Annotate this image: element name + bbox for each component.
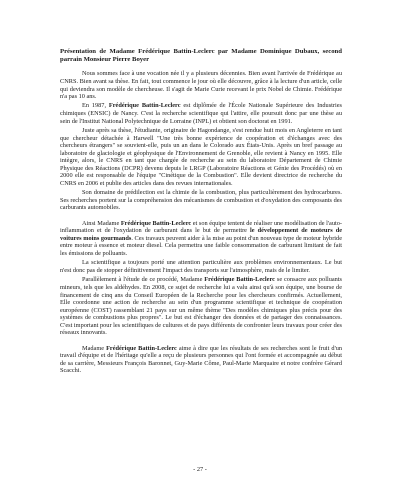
paragraph-text: Nous sommes face à une vocation née il y a plusieurs décennies. Bien avant l'arrivée de Frédérique au CNRS. Bien avant sa thèse. En fait, tout commence le jour où elle découvre, grâce à la lecture d'un article, celle qui deviendra son modèle de chercheuse. Il s'agit de Marie Curie recevant le prix Nobel de Chimie. Frédérique n'a pas 10 ans. — [60, 70, 342, 101]
emphasized-text: le développement de moteurs de voitures moins gourmands — [60, 227, 343, 242]
paragraph-text: Parallèlement à l'étude de ce procédé, Madame — [82, 276, 205, 284]
emphasized-text: Frédérique Battin-Leclerc — [204, 276, 275, 284]
paragraph-text: se consacre aux polluants mineurs, tels que les aldéhydes. En 2008, ce sujet de recherche lui a valu ainsi qu'à son équipe, une bourse de financement de cinq ans du Conseil Européen de la Recherche pour les chercheurs confirmés. Actuellement, Elle coordonne une action de recherche au sein d'un programme scientifique et technique de coopération européenne (COST) rassemblant 21 pays sur un même thème "Des modèles chimiques plus précis pour des systèmes de combustions plus propres". Le but est d'échanger des données et de partager des connaissances. C'est important pour les scientifiques de cultures et de pays différents de confronter leurs travaux pour créer des réseaux innovants. — [60, 276, 343, 337]
paragraph — [60, 259, 342, 274]
paragraph — [60, 345, 342, 375]
paragraph — [60, 276, 342, 336]
paragraph-text: . Ces travaux peuvent aider à la mise au point d'un nouveau type de moteur hybride entre moteur à essence et moteur diesel. Cela permettra une faible consommation de carburant limitant de fait les émissions de polluants. — [60, 234, 342, 257]
section-title: Présentation de Madame Frédérique Battin-Leclerc par Madame Dominique Dubaux, second parrain Monsieur Pierre Boyer — [60, 48, 342, 64]
paragraph — [60, 127, 342, 187]
paragraph-text: aime à dire que les résultats de ses recherches sont le fruit d'un travail d'équipe et de l'héritage qu'elle a reçu de plusieurs personnes qui l'ont formée et accompagnée au début de sa carrière, Messieurs François Baronnet, Guy-Marie Côme, Paul-Marie Marquaire et notre confrère Gérard Scacchi. — [60, 344, 343, 375]
paragraph-text: Ainsi Madame — [82, 219, 121, 227]
emphasized-text: Frédérique Battin-Leclerc — [108, 102, 181, 110]
paragraph-text: La scientifique a toujours porté une attention particulière aux problèmes environnementaux. Le but n'est donc pas de stopper définitivement l'impact des transports sur l'atmosphère, mais de le limiter. — [60, 259, 342, 274]
paragraph-text: En 1987, — [82, 102, 109, 110]
paragraph-text: Madame — [82, 344, 107, 352]
emphasized-text: Frédérique Battin-Leclerc — [106, 344, 177, 352]
paragraph — [60, 102, 342, 125]
page-number: - 27 - — [193, 466, 207, 473]
paragraph-text: Juste après sa thèse, l'étudiante, originaire de Hagondange, s'est rendue huit mois en Angleterre en tant que chercheur détachée à Harwell "Une très bonne expérience de coopération et d'échanges avec des chercheurs étrangers" se souvient-elle, puis un an dans le Colorado aux États-Unis. Après un bref passage au laboratoire de glaciologie et géophysique de l'Environnement de Grenoble, elle revient à Nancy en 1995. Elle intègre, alors, le CNRS en tant que chargée de recherche au sein du laboratoire Département de Chimie Physique des Réactions (DCPR) devenu depuis le LRGP (Laboratoire Réactions et Génie des Procédés) où en 2000 elle est responsable de l'équipe "Cinétique de la Combustion". Elle devient directrice de recherche du CNRS en 2006 et publie des articles dans des revues internationales. — [60, 127, 342, 187]
paragraph-text: et son équipe tentent de réaliser une modélisation de l'auto-inflammation et de l'oxydation de carburant dans le but de permettre — [60, 219, 342, 235]
emphasized-text: Frédérique Battin-Leclerc — [120, 219, 192, 227]
paragraph-text: est diplômée de l'École Nationale Supérieure des Industries chimiques (ENSIC) de Nancy. C'est la recherche scientifique qui l'attire, elle poursuit donc par une thèse au sein de l'Institut National Polytechnique de Lorraine (INPL) et obtient son doctorat en 1991. — [60, 102, 342, 125]
paragraph — [60, 220, 342, 258]
paragraph — [60, 70, 342, 100]
paragraph — [60, 189, 342, 212]
paragraph-text: Son domaine de prédilection est la chimie de la combustion, plus particulièrement des hydrocarbures. Ses recherches portent sur la compréhension des mécanismes de combustion et d'oxydation des composants des carburants automobiles. — [60, 189, 342, 212]
